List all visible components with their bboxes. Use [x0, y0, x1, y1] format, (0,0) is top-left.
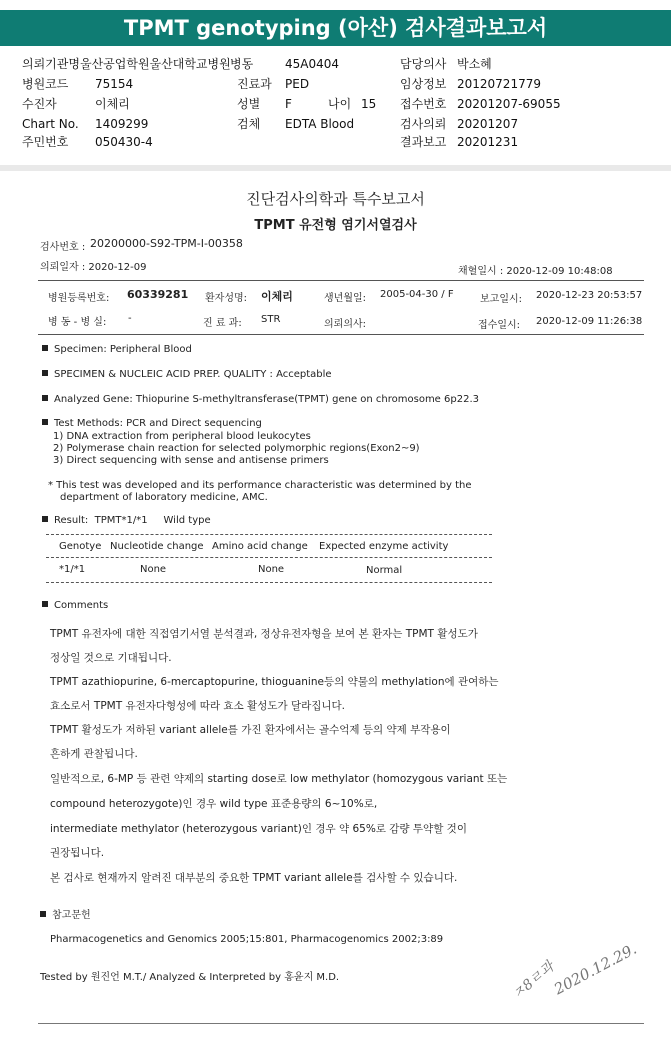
table-rule	[46, 582, 492, 583]
table-rule	[46, 534, 492, 535]
comment-line: 정상일 것으로 기대됩니다.	[50, 652, 172, 664]
comment-line: 일반적으로, 6-MP 등 관련 약제의 starting dose로 low methylator (homozygous variant 또는	[50, 773, 508, 785]
header-label: 검사의뢰	[400, 117, 447, 131]
gene-line	[42, 394, 479, 405]
method-item: 1) DNA extraction from peripheral blood leukocytes	[53, 431, 311, 442]
header-value: 1409299	[95, 117, 149, 131]
table-header: Amino acid change	[212, 541, 308, 552]
bullet-icon	[42, 516, 48, 522]
refs-text: Pharmacogenetics and Genomics 2005;15:801, Pharmacogenomics 2002;3:89	[50, 934, 444, 945]
header-value: 15	[361, 97, 377, 111]
header-value: 20120721779	[457, 77, 541, 91]
comment-line: 본 검사로 현재까지 알려진 대부분의 중요한 TPMT variant allele를 검사할 수 있습니다.	[50, 872, 458, 884]
footer-line	[38, 1023, 644, 1024]
note-line: * This test was developed and its performance characteristic was determined by the	[48, 480, 472, 491]
header-value: 이체리	[95, 97, 130, 111]
result-value: TPMT*1/*1	[94, 515, 148, 526]
header-label: 진료과	[237, 77, 272, 91]
table-cell: Normal	[366, 565, 403, 576]
result-line	[42, 515, 211, 526]
header-label: 의뢰기관명	[22, 57, 80, 71]
table-cell: None	[140, 564, 167, 575]
info-label: 의뢰의사:	[324, 319, 367, 330]
method-item: 2) Polymerase chain reaction for selected polymorphic regions(Exon2~9)	[53, 443, 420, 454]
result-type: Wild type	[163, 515, 211, 526]
specimen-text: Specimen: Peripheral Blood	[54, 344, 192, 355]
comment-line: TPMT 유전자에 대한 직접염기서열 분석결과, 정상유전자형을 보여 본 환자는 TPMT 활성도가	[50, 628, 478, 640]
comment-line: 권장됩니다.	[50, 847, 105, 859]
bullet-icon	[42, 345, 48, 351]
note-line: department of laboratory medicine, AMC.	[60, 492, 268, 503]
header-label: 접수번호	[400, 97, 447, 111]
header-value: 20201207-69055	[457, 97, 561, 111]
refs-title: 참고문헌	[52, 910, 91, 921]
header-label: 성별	[237, 97, 261, 111]
bullet-icon	[42, 370, 48, 376]
info-value: 2020-12-09 11:26:38	[536, 316, 643, 327]
header-label: 주민번호	[22, 135, 69, 149]
header-label: 담당의사	[400, 57, 447, 71]
result-label: Result:	[54, 515, 89, 526]
methods-line	[42, 418, 262, 429]
info-label: 보고일시:	[480, 294, 523, 305]
exam-no-label: 검사번호 :	[40, 242, 86, 253]
divider-line	[38, 280, 644, 281]
header-label: 결과보고	[400, 135, 447, 149]
header-value: EDTA Blood	[285, 117, 355, 131]
info-label: 접수일시:	[478, 320, 521, 331]
divider-line	[38, 334, 644, 335]
bullet-icon	[42, 601, 48, 607]
header-value: 20201207	[457, 117, 519, 131]
comments-title: Comments	[54, 600, 109, 611]
header-label: 나이	[328, 97, 352, 111]
header-value: PED	[285, 77, 310, 91]
table-rule	[46, 557, 492, 558]
quality-text: SPECIMEN & NUCLEIC ACID PREP. QUALITY : Acceptable	[54, 369, 332, 380]
header-value: 45A0404	[285, 57, 340, 71]
report-subtitle: TPMT 유전형 염기서열검사	[254, 218, 417, 233]
info-value: STR	[261, 314, 281, 325]
header-label: 수진자	[22, 97, 57, 111]
bullet-icon	[42, 395, 48, 401]
methods-title: Test Methods: PCR and Direct sequencing	[54, 418, 262, 429]
refs-heading	[40, 906, 91, 921]
exam-no: 20200000-S92-TPM-I-00358	[90, 237, 243, 250]
request-date: 의뢰일자 : 2020-12-09	[40, 262, 147, 273]
header-value: 울산공업학원울산대학교병원	[80, 57, 231, 71]
comment-line: TPMT azathiopurine, 6-mercaptopurine, thioguanine등의 약물의 methylation에 관여하는	[50, 676, 499, 688]
header-label: 병동	[230, 57, 254, 71]
header-label: 병원코드	[22, 77, 69, 91]
header-value: 75154	[95, 77, 134, 91]
info-label: 환자성명:	[205, 293, 248, 304]
info-label: 진 료 과:	[203, 318, 242, 329]
handwritten-signature: ㅈ8ㄹ과	[509, 958, 558, 1003]
table-cell: None	[258, 564, 285, 575]
header-value: 20201231	[457, 135, 519, 149]
comment-line: 흔하게 관찰됩니다.	[50, 748, 138, 760]
report-title: 진단검사의학과 특수보고서	[246, 190, 425, 208]
bullet-icon	[42, 419, 48, 425]
specimen-line	[42, 344, 192, 355]
info-value: 이체리	[261, 290, 293, 303]
handwritten-date: 2020.12.29.	[551, 939, 640, 999]
header-value: F	[285, 97, 292, 111]
info-value: 2005-04-30 / F	[380, 289, 454, 300]
header-label: 검체	[237, 117, 261, 131]
method-item: 3) Direct sequencing with sense and antisense primers	[53, 455, 329, 466]
table-header: Expected enzyme activity	[319, 541, 449, 552]
tested-by: Tested by 원진언 M.T./ Analyzed & Interpreted by 홍윤지 M.D.	[40, 972, 340, 983]
comment-line: 효소로서 TPMT 유전자다형성에 따라 효소 활성도가 달라집니다.	[50, 700, 346, 712]
info-label: 병원등록번호:	[48, 293, 110, 304]
comment-line: compound heterozygote)인 경우 wild type 표준용량의 6~10%로,	[50, 798, 378, 810]
section-divider	[0, 165, 671, 171]
table-header: Nucleotide change	[110, 541, 204, 552]
info-value: 60339281	[127, 288, 189, 301]
info-label: 생년월일:	[324, 293, 367, 304]
info-value: -	[128, 313, 132, 324]
header-label: 임상정보	[400, 77, 447, 91]
header-value: 050430-4	[95, 135, 153, 149]
info-value: 2020-12-23 20:53:57	[536, 290, 643, 301]
comment-line: TPMT 활성도가 저하된 variant allele를 가진 환자에서는 골수억제 등의 약제 부작용이	[50, 724, 451, 736]
gene-text: Analyzed Gene: Thiopurine S-methyltransferase(TPMT) gene on chromosome 6p22.3	[54, 394, 479, 405]
header-label: Chart No.	[22, 117, 79, 131]
comments-heading	[42, 600, 108, 611]
table-cell: *1/*1	[59, 564, 86, 575]
info-label: 병 동 - 병 실:	[48, 317, 107, 328]
table-header: Genotye	[59, 541, 102, 552]
header-value: 박소혜	[457, 57, 492, 71]
collect-date: 채혈일시 : 2020-12-09 10:48:08	[458, 266, 613, 277]
quality-line	[42, 369, 332, 380]
comment-line: intermediate methylator (heterozygous variant)인 경우 약 65%로 감량 투약할 것이	[50, 823, 467, 835]
bullet-icon	[40, 911, 46, 917]
report-banner-title: TPMT genotyping (아산) 검사결과보고서	[0, 10, 671, 46]
